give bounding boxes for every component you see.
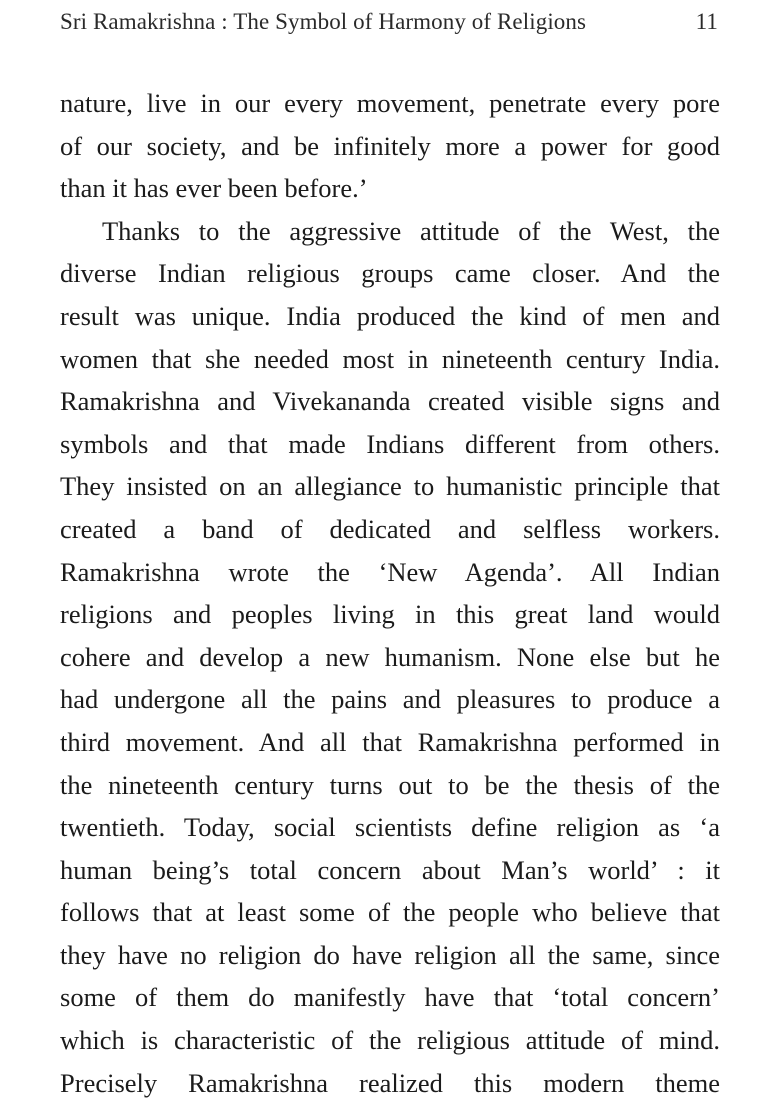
text-line: third movement. And all that Ramakrishna performed in (60, 726, 720, 757)
body-text (60, 82, 720, 1104)
text-line: the nineteenth century turns out to be the thesis of the (60, 769, 720, 800)
text-line: than it has ever been before.’ (60, 173, 368, 204)
text-line: cohere and develop a new humanism. None else but he (60, 641, 720, 672)
text-line: they have no religion do have religion all the same, since (60, 939, 720, 970)
running-title: Sri Ramakrishna : The Symbol of Harmony of Religions (60, 9, 587, 34)
text-line: nature, live in our every movement, penetrate every pore (60, 88, 720, 118)
text-line: created a band of dedicated and selfless workers. (60, 513, 720, 544)
page-number: 11 (695, 9, 718, 34)
running-header (60, 9, 718, 39)
text-line: twentieth. Today, social scientists define religion as ‘a (60, 812, 720, 843)
text-line: follows that at least some of the people who believe that (60, 897, 720, 928)
text-line: They insisted on an allegiance to humanistic principle that (60, 471, 720, 502)
text-line: of our society, and be infinitely more a power for good (60, 130, 720, 161)
text-line: diverse Indian religious groups came closer. And the (60, 258, 720, 289)
text-line: had undergone all the pains and pleasures to produce a (60, 684, 720, 715)
text-line: symbols and that made Indians different from others. (60, 428, 720, 459)
text-line: religions and peoples living in this great land would (60, 599, 720, 630)
text-line: which is characteristic of the religious attitude of mind. (60, 1025, 720, 1056)
text-line: Ramakrishna wrote the ‘New Agenda’. All Indian (60, 556, 720, 587)
text-line: some of them do manifestly have that ‘total concern’ (60, 982, 720, 1013)
text-line: Thanks to the aggressive attitude of the West, the (102, 215, 720, 246)
text-line: result was unique. India produced the kind of men and (60, 300, 720, 331)
text-line: Precisely Ramakrishna realized this modern theme (60, 1067, 720, 1098)
text-line: women that she needed most in nineteenth century India. (60, 343, 720, 374)
text-line: human being’s total concern about Man’s world’ : it (60, 854, 720, 885)
text-line: Ramakrishna and Vivekananda created visible signs and (60, 386, 720, 417)
